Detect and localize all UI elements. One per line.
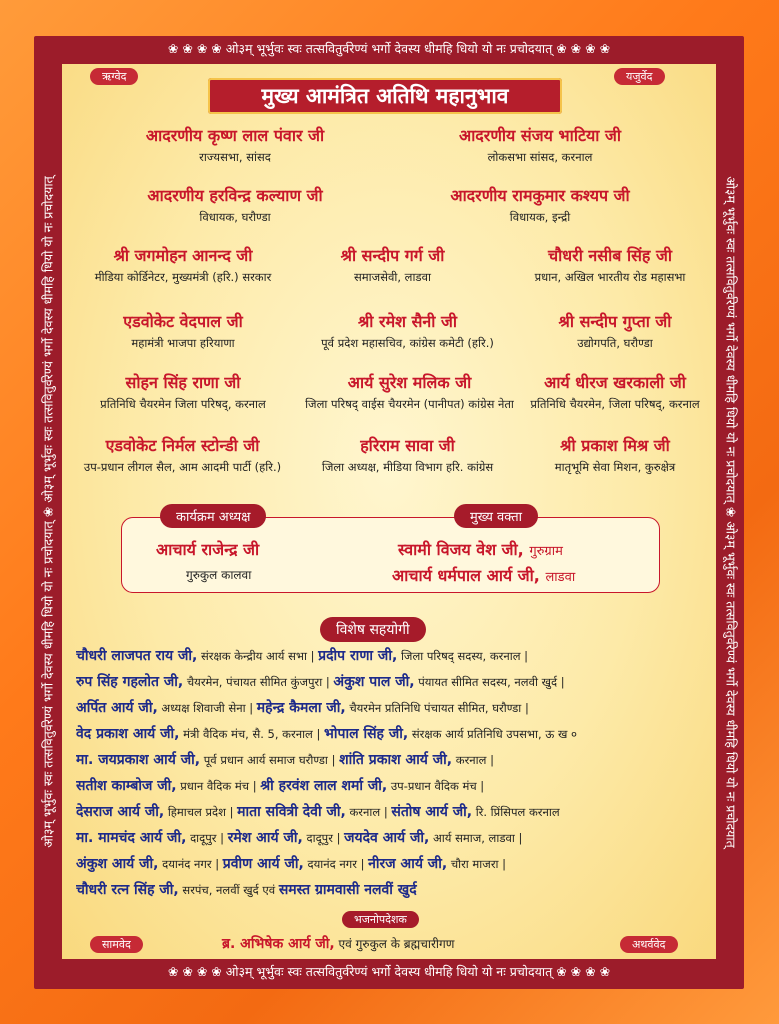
supporter-name: नीरज आर्य जी, (368, 856, 448, 872)
supporter-row (76, 854, 706, 880)
supporter-name: अंकुश आर्य जी, (76, 856, 159, 872)
veda-atharvaveda: अथर्ववेद (620, 936, 678, 953)
supporter-name: भोपाल सिंह जी, (324, 726, 409, 742)
supporter-name: चौधरी लाजपत राय जी, (76, 648, 198, 664)
supporter-name: महेन्द्र कैमला जी, (256, 700, 346, 716)
supporter-row (76, 698, 706, 724)
supporter-desc: सरपंच, नलवीं खुर्द एवं (182, 883, 276, 897)
supporter-desc: हिमाचल प्रदेश | (167, 805, 234, 819)
guest-card: श्री रमेश सैनी जी पूर्व प्रदेश महासचिव, कांग्रेस कमेटी (हरि.) (321, 312, 494, 350)
guest-card: एडवोकेट निर्मल स्टोन्डी जी उप-प्रधान लीगल सैल, आम आदमी पार्टी (हरि.) (83, 436, 282, 474)
supporter-desc: चौरा माजरा | (450, 857, 507, 871)
mantra-bottom: ❀ ❀ ❀ ❀ ओ३म् भूर्भुवः स्वः तत्सवितुर्वरेण्यं भर्गो देवस्य धीमहि धियो यो नः प्रचोदयात् ❀ ❀ ❀ ❀ (167, 964, 611, 979)
guest-card: श्री सन्दीप गुप्ता जी उद्योगपति, घरौण्डा (558, 312, 672, 350)
supporter-desc: करनाल | (455, 753, 494, 767)
supporter-name: मा. मामचंद आर्य जी, (76, 830, 187, 846)
guest-card: चौधरी नसीब सिंह जी प्रधान, अखिल भारतीय रोड महासभा (534, 246, 686, 284)
veda-samaveda: सामवेद (90, 936, 143, 953)
supporter-desc: संरक्षक केन्द्रीय आर्य सभा | (201, 649, 315, 663)
supporter-row (76, 828, 706, 854)
chair-label: कार्यक्रम अध्यक्ष (160, 504, 266, 528)
mantra-left: ओ३म् भूर्भुवः स्वः तत्सवितुर्वरेण्यं भर्गो देवस्य धीमहि धियो यो नः प्रचोदयात् ❀ ओ३म् भूर्भुवः स्वः तत्सवितुर्वरेण्यं भर्गो देवस्य धीमहि धियो यो नः प्रचोदयात् (40, 176, 56, 848)
supporter-name: वेद प्रकाश आर्य जी, (76, 726, 180, 742)
supporter-name: संतोष आर्य जी, (391, 804, 473, 820)
supporter-name: श्री हरवंश लाल शर्मा जी, (260, 778, 388, 794)
supporter-name: देसराज आर्य जी, (76, 804, 165, 820)
supporter-row (76, 724, 706, 750)
supporter-name: चौधरी रत्न सिंह जी, (76, 882, 179, 898)
supporter-row (76, 672, 706, 698)
guest-card: आदरणीय संजय भाटिया जी लोकसभा सांसद, करनाल (458, 126, 622, 164)
mantra-right: ओ३म् भूर्भुवः स्वः तत्सवितुर्वरेण्यं भर्गो देवस्य धीमहि धियो यो नः प्रचोदयात् ❀ ओ३म् भूर्भुवः स्वः तत्सवितुर्वरेण्यं भर्गो देवस्य धीमहि धियो यो नः प्रचोदयात् (723, 176, 739, 848)
supporter-desc: दयानंद नगर | (162, 857, 220, 871)
guest-card: एडवोकेट वेदपाल जी महामंत्री भाजपा हरियाणा (123, 312, 243, 350)
supporter-name: रमेश आर्य जी, (227, 830, 303, 846)
veda-yajurveda: यजुर्वेद (614, 68, 665, 85)
veda-rigveda: ऋग्वेद (90, 68, 138, 85)
supporter-desc: रि. प्रिंसिपल करनाल (475, 805, 560, 819)
supporter-desc: जिला परिषद् सदस्य, करनाल | (400, 649, 529, 663)
supporter-name: अर्पित आर्य जी, (76, 700, 158, 716)
supporter-desc: आर्य समाज, लाडवा | (433, 831, 523, 845)
bhajan-label: भजनोपदेशक (342, 911, 419, 928)
supporter-row (76, 880, 706, 906)
supporter-row (76, 776, 706, 802)
supporter-desc: चैयरमेन प्रतिनिधि पंचायत सीमित, घरौण्डा | (349, 701, 529, 715)
speaker-label: मुख्य वक्ता (454, 504, 538, 528)
special-label: विशेष सहयोगी (320, 617, 426, 642)
guest-card: आर्य धीरज खरकाली जी प्रतिनिधि चैयरमेन, जिला परिषद्, करनाल (530, 373, 700, 411)
supporter-desc: अध्यक्ष शिवाजी सेना | (161, 701, 254, 715)
supporter-name: मा. जयप्रकाश आर्य जी, (76, 752, 201, 768)
guest-card: श्री जगमोहन आनन्द जी मीडिया कोर्डिनेटर, मुख्यमंत्री (हरि.) सरकार (94, 246, 272, 284)
guest-card: आदरणीय रामकुमार कश्यप जी विधायक, इन्द्री (450, 186, 630, 224)
supporters-list (76, 646, 706, 906)
supporter-name: रुप सिंह गहलोत जी, (76, 674, 184, 690)
guest-card: आर्य सुरेश मलिक जी जिला परिषद् वाईस चैयरमेन (पानीपत) कांग्रेस नेता (305, 373, 514, 411)
supporter-desc: पूर्व प्रधान आर्य समाज घरौण्डा | (203, 753, 336, 767)
guest-card: सोहन सिंह राणा जी प्रतिनिधि चैयरमेन जिला परिषद्, करनाल (100, 373, 266, 411)
speaker1: स्वामी विजय वेश जी, गुरुग्राम (398, 540, 563, 559)
guest-card: श्री प्रकाश मिश्र जी मातृभूमि सेवा मिशन, कुरुक्षेत्र (554, 436, 676, 474)
guest-card: श्री सन्दीप गर्ग जी समाजसेवी, लाडवा (340, 246, 445, 284)
guest-card: आदरणीय हरविन्द्र कल्याण जी विधायक, घरौण्डा (147, 186, 323, 224)
supporter-name: अंकुश पाल जी, (333, 674, 415, 690)
speaker2: आचार्य धर्मपाल आर्य जी, लाडवा (392, 566, 576, 585)
supporter-desc: पंयायत सीमित सदस्य, नलवी खुर्द | (418, 675, 565, 689)
guest-card: आदरणीय कृष्ण लाल पंवार जी राज्यसभा, सांसद (145, 126, 325, 164)
supporter-row (76, 750, 706, 776)
supporter-desc: संरक्षक आर्य प्रतिनिधि उपसभा, ऊ ख ० (411, 727, 577, 741)
supporter-desc: दादूपुर | (306, 831, 341, 845)
mantra-top: ❀ ❀ ❀ ❀ ओ३म् भूर्भुवः स्वः तत्सवितुर्वरेण्यं भर्गो देवस्य धीमहि धियो यो नः प्रचोदयात् ❀ ❀ ❀ ❀ (167, 41, 611, 56)
supporter-row (76, 646, 706, 672)
supporter-name: शांति प्रकाश आर्य जी, (339, 752, 453, 768)
supporter-name: सतीश काम्बोज जी, (76, 778, 177, 794)
supporter-name: प्रवीण आर्य जी, (222, 856, 304, 872)
supporter-desc: प्रधान वैदिक मंच | (180, 779, 257, 793)
supporter-name: समस्त ग्रामवासी नलवीं खुर्द (278, 882, 417, 898)
supporter-desc: मंत्री वैदिक मंच, सै. 5, करनाल | (183, 727, 321, 741)
supporter-desc: दादूपुर | (190, 831, 225, 845)
page-title: मुख्य आमंत्रित अतिथि महानुभाव (208, 78, 562, 114)
chair-name: आचार्य राजेन्द्र जी (156, 540, 260, 559)
supporter-name: जयदेव आर्य जी, (344, 830, 430, 846)
supporter-row (76, 802, 706, 828)
supporter-name: प्रदीप राणा जी, (318, 648, 398, 664)
supporter-desc: चैयरमेन, पंचायत सीमित कुंजपुरा | (186, 675, 330, 689)
supporter-desc: उप-प्रधान वैदिक मंच | (390, 779, 485, 793)
supporter-desc: करनाल | (349, 805, 388, 819)
guest-card: हरिराम सावा जी जिला अध्यक्ष, मीडिया विभाग हरि. कांग्रेस (321, 436, 494, 474)
supporter-desc: दयानंद नगर | (307, 857, 365, 871)
chair-desc: गुरुकुल कालवा (186, 568, 252, 582)
bhajan-line: ब्र. अभिषेक आर्य जी, एवं गुरुकुल के ब्रह्मचारीगण (222, 936, 455, 952)
supporter-name: माता सवित्री देवी जी, (237, 804, 346, 820)
